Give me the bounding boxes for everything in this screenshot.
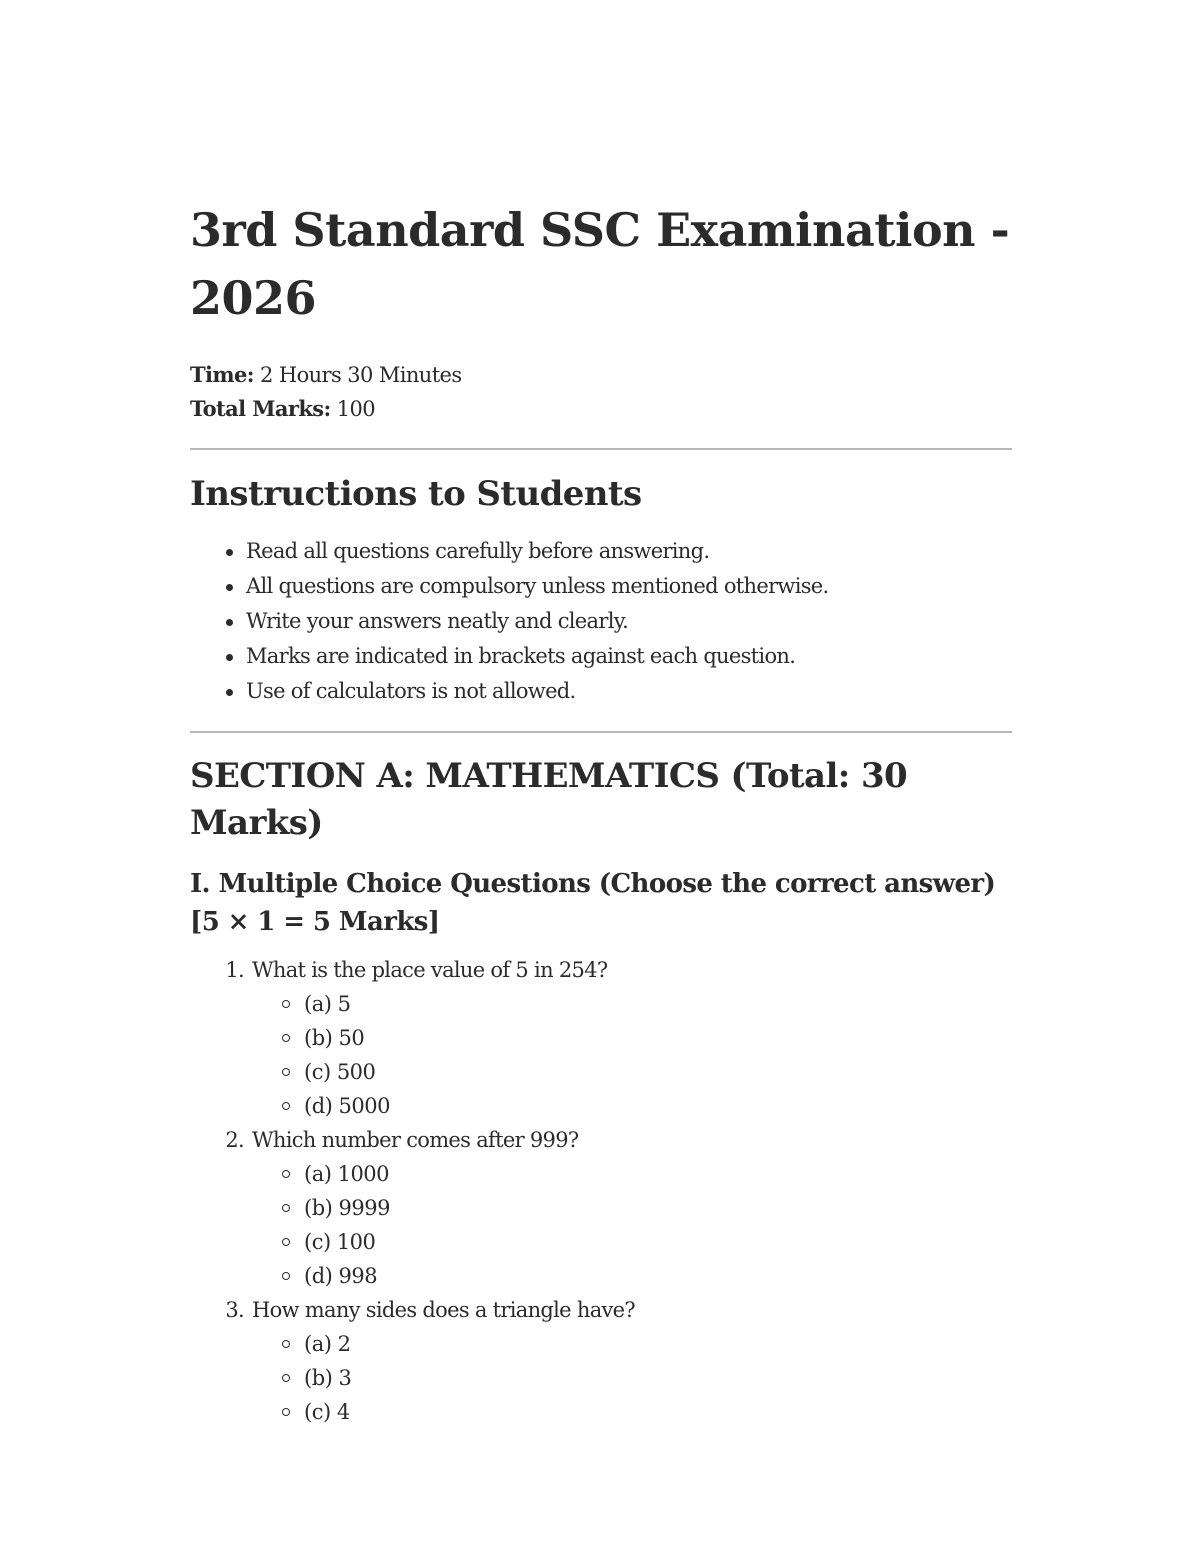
instruction-item: All questions are compulsory unless mentioned otherwise. bbox=[246, 569, 1012, 604]
exam-total-marks bbox=[190, 392, 1012, 426]
page-title: 3rd Standard SSC Examination - 2026 bbox=[190, 203, 1010, 325]
instruction-item: Read all questions carefully before answering. bbox=[246, 534, 1012, 569]
divider bbox=[190, 448, 1012, 450]
option-list bbox=[246, 1157, 1012, 1293]
option-list bbox=[246, 987, 1012, 1123]
option-item: (b) 3 bbox=[304, 1361, 1012, 1395]
question-text: How many sides does a triangle have? bbox=[251, 1298, 635, 1322]
part-1-heading: I. Multiple Choice Questions (Choose the correct answer) [5 × 1 = 5 Marks] bbox=[190, 869, 996, 937]
option-list bbox=[246, 1327, 1012, 1429]
option-item: (b) 9999 bbox=[304, 1191, 1012, 1225]
question-item bbox=[225, 953, 1012, 1123]
option-item: (c) 100 bbox=[304, 1225, 1012, 1259]
divider bbox=[190, 731, 1012, 733]
question-item bbox=[225, 1123, 1012, 1293]
marks-label: Total Marks: bbox=[190, 396, 331, 421]
question-item bbox=[225, 1293, 1012, 1429]
marks-value: 100 bbox=[336, 397, 376, 421]
option-item: (a) 1000 bbox=[304, 1157, 1012, 1191]
exam-time bbox=[190, 358, 1012, 392]
option-item: (a) 2 bbox=[304, 1327, 1012, 1361]
question-number: 2. bbox=[225, 1128, 244, 1152]
question-list bbox=[190, 953, 1012, 1429]
option-item: (c) 4 bbox=[304, 1395, 1012, 1429]
question-number: 1. bbox=[225, 958, 244, 982]
option-item: (d) 5000 bbox=[304, 1089, 1012, 1123]
question-text: What is the place value of 5 in 254? bbox=[251, 958, 608, 982]
option-item: (b) 50 bbox=[304, 1021, 1012, 1055]
question-number: 3. bbox=[225, 1298, 244, 1322]
section-a-heading: SECTION A: MATHEMATICS (Total: 30 Marks) bbox=[190, 756, 908, 843]
instruction-item: Write your answers neatly and clearly. bbox=[246, 604, 1012, 639]
time-value: 2 Hours 30 Minutes bbox=[260, 363, 462, 387]
instructions-list bbox=[190, 534, 1012, 709]
instruction-item: Marks are indicated in brackets against each question. bbox=[246, 639, 1012, 674]
exam-document bbox=[190, 196, 1012, 1429]
option-item: (c) 500 bbox=[304, 1055, 1012, 1089]
time-label: Time: bbox=[190, 362, 254, 387]
instructions-heading: Instructions to Students bbox=[190, 474, 642, 514]
option-item: (a) 5 bbox=[304, 987, 1012, 1021]
instruction-item: Use of calculators is not allowed. bbox=[246, 674, 1012, 709]
question-text: Which number comes after 999? bbox=[251, 1128, 579, 1152]
option-item: (d) 998 bbox=[304, 1259, 1012, 1293]
